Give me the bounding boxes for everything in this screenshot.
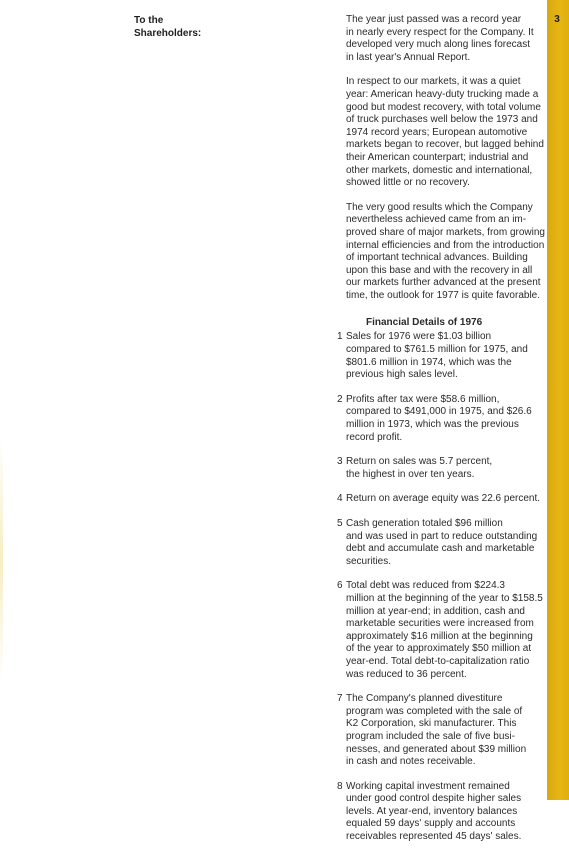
text-line: internal efficiencies and from the introduction [346, 239, 545, 251]
item-number: 5 [337, 518, 343, 529]
item-number: 3 [337, 456, 343, 468]
item-text [346, 493, 541, 506]
text-line: program included the sale of five busi- [346, 730, 515, 742]
salutation [134, 14, 254, 40]
item-text [346, 580, 541, 681]
text-line: Sales for 1976 were $1.03 billion [346, 331, 492, 343]
salutation-line-2: Shareholders: [134, 28, 202, 39]
text-line: developed very much along lines forecast [346, 39, 530, 51]
text-line: in cash and notes receivable. [346, 756, 476, 768]
text-line: of truck purchases well below the 1973 and [346, 114, 538, 126]
text-line: The very good results which the Company [346, 201, 533, 213]
text-line: nevertheless achieved came from an im- [346, 214, 527, 226]
financial-item [337, 693, 541, 769]
text-line: proved share of major markets, from growing [346, 226, 545, 238]
text-line: in last year's Annual Report. [346, 51, 471, 63]
financial-item [337, 580, 543, 681]
item-number: 8 [337, 780, 343, 792]
item-text [346, 693, 541, 769]
text-line: Cash generation totaled $96 million [346, 518, 503, 529]
financial-item [337, 331, 541, 381]
text-line: good but modest recovery, with total volume [346, 101, 541, 113]
text-line: Return on average equity was 22.6 percent. [346, 493, 541, 505]
financial-details-list [337, 331, 543, 843]
text-line: our markets further advanced at the present [346, 277, 541, 289]
text-line: Working capital investment remained [346, 780, 510, 792]
text-line: previous high sales level. [346, 369, 458, 381]
text-line: K2 Corporation, ski manufacturer. This [346, 718, 517, 730]
text-line: Profits after tax were $58.6 million, [346, 393, 500, 405]
letter-body [337, 14, 545, 856]
text-line: the highest in over ten years. [346, 468, 475, 480]
intro-paragraph [346, 201, 545, 303]
text-line: marketable securities were increased from [346, 618, 534, 630]
item-number: 6 [337, 580, 343, 592]
intro-paragraph [346, 76, 544, 189]
item-number: 2 [337, 393, 343, 405]
text-line: million at year-end; in addition, cash and [346, 605, 525, 617]
salutation-line-1: To the [134, 15, 164, 26]
financial-details-heading: Financial Details of 1976 [366, 317, 483, 329]
text-line: other markets, domestic and international, [346, 164, 533, 176]
text-line: their American counterpart; industrial and [346, 151, 529, 163]
text-line: Return on sales was 5.7 percent, [346, 456, 493, 468]
item-number: 7 [337, 693, 343, 705]
text-line: upon this base and with the recovery in all [346, 264, 533, 276]
text-line: in nearly every respect for the Company. It [346, 26, 534, 38]
text-line: year-end. Total debt-to-capitalization ratio [346, 655, 530, 667]
text-line: showed little or no recovery. [346, 177, 470, 189]
financial-item [337, 493, 541, 506]
financial-item [337, 393, 541, 444]
text-line: receivables represented 45 days' sales. [346, 831, 522, 843]
intro-section [346, 14, 545, 302]
intro-paragraph [346, 14, 541, 64]
text-line: nesses, and generated about $39 million [346, 743, 527, 755]
item-text [346, 394, 541, 444]
text-line: year: American heavy-duty trucking made a [346, 88, 539, 100]
yellow-margin-band [547, 0, 569, 800]
text-line: of the year to approximately $50 million at [346, 643, 532, 655]
item-number: 4 [337, 493, 343, 505]
financial-item [337, 518, 541, 568]
item-text [346, 781, 541, 844]
page-edge-tint [0, 0, 3, 800]
item-number: 1 [337, 331, 343, 343]
text-line: compared to $761.5 million for 1975, and [346, 344, 528, 356]
text-line: time, the outlook for 1977 is quite favorable. [346, 289, 541, 301]
text-line: markets began to recover, but lagged behind [346, 139, 544, 151]
text-line: The year just passed was a record year [346, 14, 522, 25]
financial-item [337, 456, 541, 481]
item-text [346, 331, 541, 381]
text-line: Total debt was reduced from $224.3 [346, 580, 505, 592]
text-line: was reduced to 36 percent. [346, 668, 467, 680]
text-line: approximately $16 million at the beginning [346, 630, 533, 642]
text-line: million at the beginning of the year to $158.5 [346, 592, 543, 604]
text-line: $801.6 million in 1974, which was the [346, 356, 512, 368]
text-line: and was used in part to reduce outstanding [346, 530, 538, 542]
text-line: The Company's planned divestiture [346, 693, 503, 705]
text-line: program was completed with the sale of [346, 705, 523, 717]
text-line: securities. [346, 555, 392, 567]
financial-item [337, 780, 541, 844]
text-line: of important technical advances. Building [346, 252, 528, 264]
page-number: 3 [554, 14, 560, 25]
text-line: 1974 record years; European automotive [346, 126, 528, 138]
text-line: levels. At year-end, inventory balances [346, 805, 518, 817]
text-line: debt and accumulate cash and marketable [346, 543, 535, 555]
text-line: record profit. [346, 431, 403, 443]
text-line: equaled 59 days' supply and accounts [346, 818, 516, 830]
text-line: In respect to our markets, it was a quiet [346, 76, 521, 88]
item-text [346, 456, 541, 481]
text-line: compared to $491,000 in 1975, and $26.6 [346, 406, 532, 418]
item-text [346, 518, 541, 568]
text-line: under good control despite higher sales [346, 793, 522, 805]
text-line: million in 1973, which was the previous [346, 419, 519, 431]
